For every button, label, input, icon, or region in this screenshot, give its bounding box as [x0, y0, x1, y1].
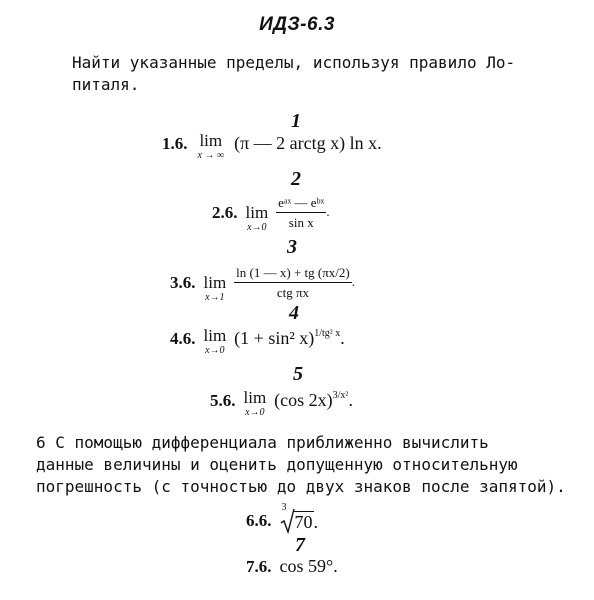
section-number-1: 1 [291, 110, 301, 132]
limit-expression: (π — 2 arctg x) ln x. [234, 133, 382, 153]
problem-1-6 [162, 132, 382, 161]
lim-subscript: x→0 [247, 222, 267, 233]
task-6-line-3: погрешность (с точностью до двух знаков после запятой). [36, 477, 566, 496]
expression-base: (1 + sin² x) [234, 328, 315, 348]
cube-root-expression [280, 502, 319, 534]
fraction-numerator: ln (1 — x) + tg (πx/2) [234, 265, 352, 283]
fraction-denominator: sin x [288, 214, 314, 230]
problem-5-6 [210, 389, 353, 418]
root-index: 3 [281, 502, 287, 513]
fraction [276, 195, 326, 231]
expression-end: . [340, 328, 345, 348]
expression-end: . [348, 390, 353, 410]
lim-operator [244, 389, 267, 418]
section-number-3: 3 [287, 236, 297, 258]
lim-word: lim [245, 203, 269, 222]
limit-expression [276, 195, 329, 231]
task-6-line-1: 6 С помощью дифференциала приближенно вычислить [36, 433, 489, 452]
intro-line-2: питаля. [72, 75, 140, 94]
lim-operator [204, 274, 227, 303]
fraction-numerator: eᵃˣ — eᵇˣ [276, 195, 326, 213]
problem-7-6 [246, 556, 338, 577]
fraction [234, 265, 352, 301]
intro-line-1: Найти указанные пределы, используя правило Ло- [72, 53, 516, 72]
expression-end: . [313, 512, 318, 532]
problem-number: 3.6. [170, 272, 196, 292]
lim-word: lim [203, 326, 227, 345]
task-6-line-2: данные величины и оценить допущенную относительную [36, 455, 518, 474]
problem-number: 1.6. [162, 134, 188, 153]
lim-subscript: x→0 [245, 407, 265, 418]
problem-number: 5.6. [210, 391, 236, 410]
expression-end: . [326, 203, 330, 219]
lim-subscript: x → ∞ [197, 150, 225, 161]
lim-subscript: x→1 [205, 292, 225, 303]
problem-3-6 [170, 262, 355, 303]
limit-expression [274, 390, 353, 411]
section-number-7: 7 [295, 534, 305, 556]
section-number-2: 2 [291, 168, 301, 190]
expression-exponent: 3/x² [332, 390, 349, 401]
limit-expression [234, 328, 345, 349]
lim-subscript: x→0 [205, 345, 225, 356]
lim-word: lim [243, 388, 267, 407]
problem-4-6 [170, 327, 345, 356]
radicand: 70 [294, 512, 313, 532]
fraction-denominator: ctg πx [276, 284, 310, 300]
lim-word: lim [203, 273, 227, 292]
problem-2-6 [212, 192, 330, 233]
lim-word: lim [199, 131, 223, 150]
expression-exponent: 1/tg² x [314, 328, 341, 339]
expression-end: . [351, 273, 355, 289]
lim-operator [204, 327, 227, 356]
problem-number: 4.6. [170, 329, 196, 348]
expression-base: (cos 2x) [274, 390, 333, 410]
problem-number: 2.6. [212, 202, 238, 222]
lim-operator [198, 132, 225, 161]
section-number-5: 5 [293, 363, 303, 385]
lim-operator [246, 204, 269, 233]
task-6-text [36, 432, 566, 498]
problem-number: 7.6. [246, 556, 272, 576]
problem-6-6 [246, 502, 318, 534]
intro-text [72, 52, 552, 96]
problem-number: 6.6. [246, 511, 272, 530]
cos-expression: cos 59°. [279, 556, 338, 576]
document-title: ИДЗ-6.3 [259, 14, 335, 35]
limit-expression [234, 265, 355, 301]
section-number-4: 4 [289, 302, 299, 324]
